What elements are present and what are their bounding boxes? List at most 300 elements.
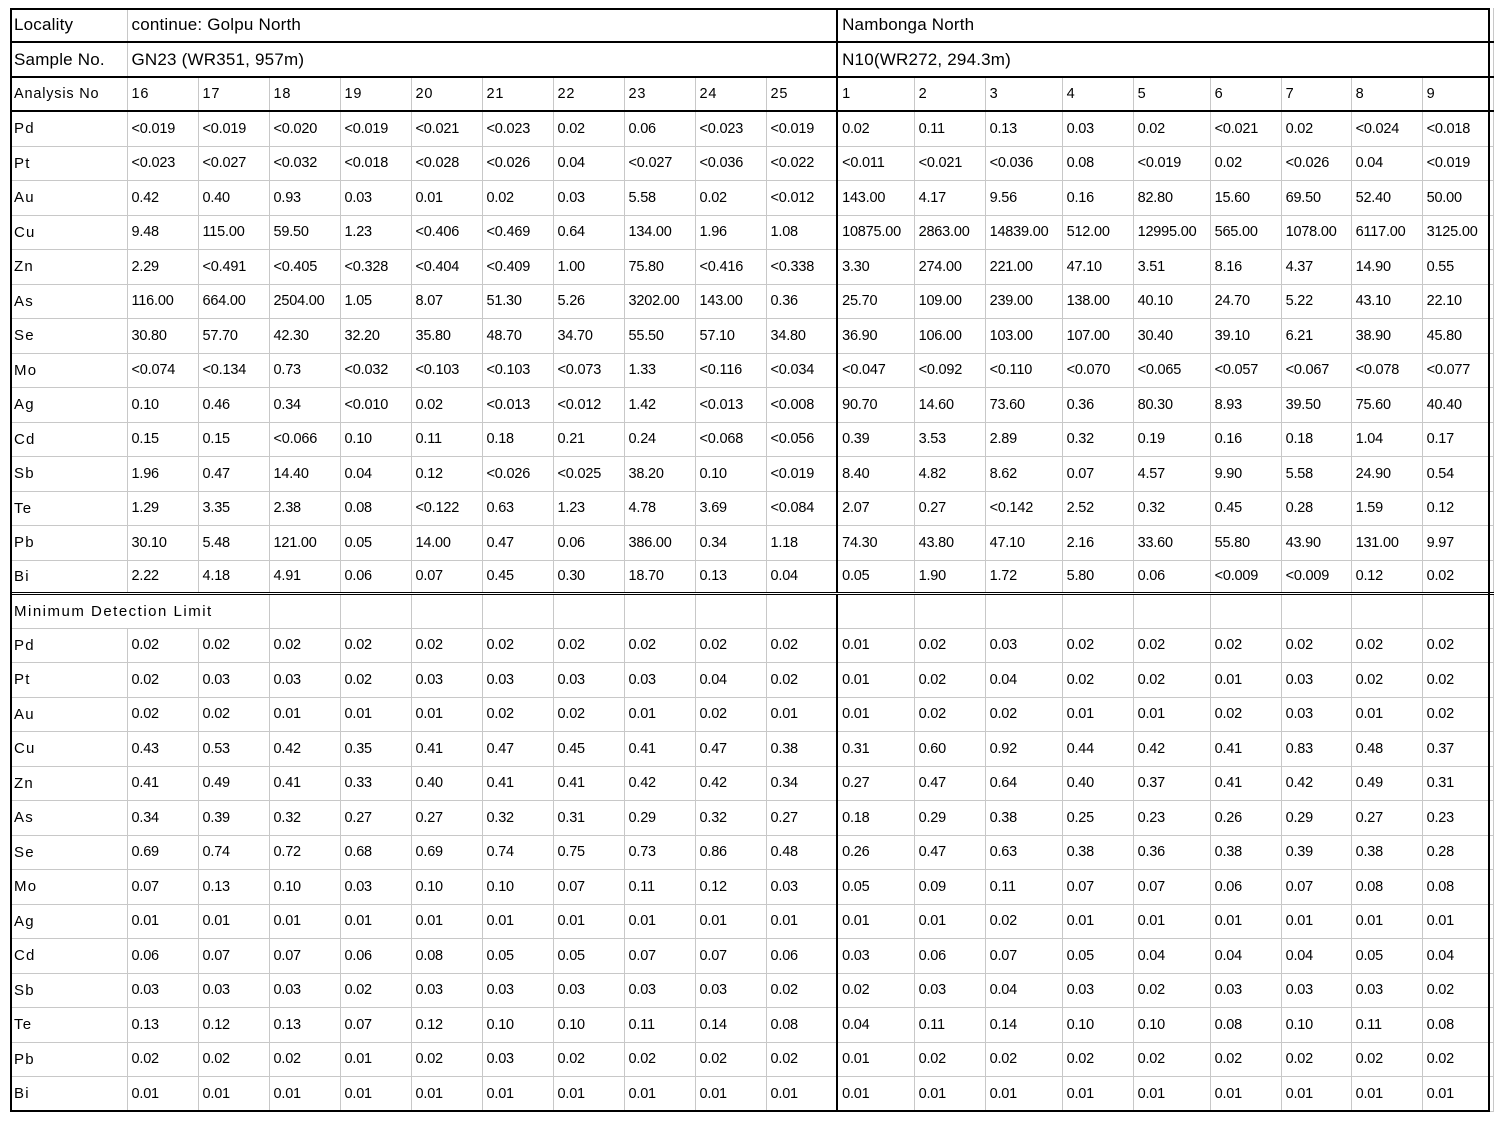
- value-cell: 0.12: [1351, 560, 1422, 593]
- value-cell: 0.01: [269, 1077, 340, 1112]
- value-cell: 82.80: [1133, 181, 1210, 216]
- value-cell: 0.16: [1210, 422, 1281, 457]
- value-cell: <0.018: [1422, 111, 1493, 146]
- value-cell: 69.50: [1281, 181, 1351, 216]
- value-cell: 0.02: [1281, 1042, 1351, 1077]
- value-cell: 1.59: [1351, 491, 1422, 526]
- value-cell: <0.009: [1210, 560, 1281, 593]
- value-cell: 0.05: [482, 939, 553, 974]
- value-cell: 38.20: [624, 457, 695, 492]
- value-cell: 0.38: [766, 732, 837, 767]
- value-cell: 32.20: [340, 319, 411, 354]
- value-cell: <0.066: [269, 422, 340, 457]
- value-cell: 0.18: [837, 801, 914, 836]
- value-cell: 0.04: [985, 663, 1062, 698]
- value-cell: 0.27: [340, 801, 411, 836]
- value-cell: 0.39: [1281, 835, 1351, 870]
- value-cell: 0.02: [127, 1042, 198, 1077]
- value-cell: 0.06: [914, 939, 985, 974]
- element-label: Cu: [10, 732, 127, 767]
- value-cell: 0.01: [553, 1077, 624, 1112]
- value-cell: 0.29: [624, 801, 695, 836]
- value-cell: 0.02: [198, 697, 269, 732]
- value-cell: 0.01: [837, 663, 914, 698]
- value-cell: 0.01: [269, 697, 340, 732]
- empty-cell: [482, 593, 553, 628]
- value-cell: 0.02: [766, 973, 837, 1008]
- value-cell: 0.07: [198, 939, 269, 974]
- detection-limit-row: [10, 870, 1493, 905]
- value-cell: 51.30: [482, 284, 553, 319]
- value-cell: <0.013: [482, 388, 553, 423]
- empty-cell: [1281, 593, 1351, 628]
- analysis-number-cell: 4: [1062, 77, 1133, 111]
- value-cell: 6117.00: [1351, 215, 1422, 250]
- value-cell: 8.93: [1210, 388, 1281, 423]
- value-cell: <0.077: [1422, 353, 1493, 388]
- value-cell: 0.02: [1062, 628, 1133, 663]
- value-cell: 0.23: [1133, 801, 1210, 836]
- value-cell: 0.01: [1281, 1077, 1351, 1112]
- element-label: Sb: [10, 973, 127, 1008]
- value-cell: 0.01: [553, 904, 624, 939]
- value-cell: 8.16: [1210, 250, 1281, 285]
- value-cell: <0.084: [766, 491, 837, 526]
- value-cell: 0.04: [1351, 146, 1422, 181]
- value-cell: 0.39: [837, 422, 914, 457]
- value-cell: 0.08: [766, 1008, 837, 1043]
- value-cell: 0.27: [837, 766, 914, 801]
- analysis-number-cell: 19: [340, 77, 411, 111]
- value-cell: 1.05: [340, 284, 411, 319]
- value-cell: 5.22: [1281, 284, 1351, 319]
- value-cell: 0.47: [482, 526, 553, 561]
- analysis-number-cell: 6: [1210, 77, 1281, 111]
- empty-cell: [1351, 593, 1422, 628]
- value-cell: 0.06: [340, 939, 411, 974]
- value-cell: 0.02: [127, 663, 198, 698]
- value-cell: <0.020: [269, 111, 340, 146]
- value-cell: 0.06: [553, 526, 624, 561]
- empty-cell: [340, 593, 411, 628]
- value-cell: 0.41: [411, 732, 482, 767]
- value-cell: 43.10: [1351, 284, 1422, 319]
- empty-cell: [269, 593, 340, 628]
- value-cell: 0.04: [766, 560, 837, 593]
- value-cell: 0.02: [198, 628, 269, 663]
- value-cell: 0.03: [1281, 973, 1351, 1008]
- value-cell: 0.55: [1422, 250, 1493, 285]
- value-cell: 0.02: [1351, 663, 1422, 698]
- value-cell: 39.50: [1281, 388, 1351, 423]
- value-cell: <0.024: [1351, 111, 1422, 146]
- value-cell: 0.11: [624, 870, 695, 905]
- value-cell: 386.00: [624, 526, 695, 561]
- value-cell: 0.01: [766, 1077, 837, 1112]
- value-cell: 0.04: [553, 146, 624, 181]
- value-cell: <0.056: [766, 422, 837, 457]
- analysis-number-cell: 23: [624, 77, 695, 111]
- value-cell: 0.03: [553, 663, 624, 698]
- value-cell: <0.019: [1133, 146, 1210, 181]
- value-cell: <0.073: [553, 353, 624, 388]
- value-cell: 0.05: [837, 560, 914, 593]
- value-cell: 0.12: [695, 870, 766, 905]
- value-cell: 0.63: [985, 835, 1062, 870]
- value-cell: 0.45: [1210, 491, 1281, 526]
- value-cell: 0.07: [624, 939, 695, 974]
- value-cell: 9.48: [127, 215, 198, 250]
- value-cell: 143.00: [837, 181, 914, 216]
- value-cell: 109.00: [914, 284, 985, 319]
- value-cell: <0.008: [766, 388, 837, 423]
- value-cell: 0.06: [127, 939, 198, 974]
- value-cell: 0.02: [553, 111, 624, 146]
- value-cell: 4.91: [269, 560, 340, 593]
- value-cell: <0.078: [1351, 353, 1422, 388]
- value-cell: 9.97: [1422, 526, 1493, 561]
- value-cell: 0.02: [269, 628, 340, 663]
- detection-limit-row: [10, 663, 1493, 698]
- value-cell: 0.86: [695, 835, 766, 870]
- value-cell: 0.74: [198, 835, 269, 870]
- value-cell: 0.01: [482, 904, 553, 939]
- value-cell: 0.01: [695, 1077, 766, 1112]
- value-cell: 0.10: [411, 870, 482, 905]
- value-cell: 0.64: [985, 766, 1062, 801]
- value-cell: 0.02: [695, 697, 766, 732]
- value-cell: 0.02: [553, 1042, 624, 1077]
- value-cell: <0.122: [411, 491, 482, 526]
- element-label: Te: [10, 491, 127, 526]
- value-cell: 0.83: [1281, 732, 1351, 767]
- value-cell: 0.41: [624, 732, 695, 767]
- value-cell: <0.047: [837, 353, 914, 388]
- value-cell: 0.02: [411, 628, 482, 663]
- element-label: Pd: [10, 628, 127, 663]
- value-cell: 0.02: [1422, 697, 1493, 732]
- value-cell: 0.03: [198, 973, 269, 1008]
- value-cell: 4.37: [1281, 250, 1351, 285]
- value-cell: <0.019: [1422, 146, 1493, 181]
- value-cell: 0.03: [837, 939, 914, 974]
- value-cell: 0.01: [1133, 1077, 1210, 1112]
- value-cell: 0.01: [624, 904, 695, 939]
- value-cell: 0.02: [1062, 663, 1133, 698]
- value-cell: 0.02: [127, 628, 198, 663]
- value-cell: <0.019: [766, 457, 837, 492]
- detection-limit-row: [10, 732, 1493, 767]
- value-cell: 0.04: [1422, 939, 1493, 974]
- value-cell: <0.019: [340, 111, 411, 146]
- value-cell: 1.23: [553, 491, 624, 526]
- value-cell: <0.022: [766, 146, 837, 181]
- detection-limit-row: [10, 628, 1493, 663]
- value-cell: <0.036: [695, 146, 766, 181]
- value-cell: 0.25: [1062, 801, 1133, 836]
- value-cell: 0.38: [1062, 835, 1133, 870]
- detection-limit-row: [10, 766, 1493, 801]
- value-cell: 24.70: [1210, 284, 1281, 319]
- value-cell: <0.134: [198, 353, 269, 388]
- value-cell: 0.01: [340, 904, 411, 939]
- value-cell: 55.80: [1210, 526, 1281, 561]
- empty-cell: [411, 593, 482, 628]
- value-cell: 0.02: [340, 628, 411, 663]
- value-cell: 0.02: [1422, 1042, 1493, 1077]
- value-cell: 0.01: [837, 697, 914, 732]
- value-cell: 0.09: [914, 870, 985, 905]
- value-cell: 0.36: [1133, 835, 1210, 870]
- value-cell: 0.12: [411, 1008, 482, 1043]
- value-cell: 0.32: [482, 801, 553, 836]
- value-cell: 0.27: [1351, 801, 1422, 836]
- value-cell: <0.103: [482, 353, 553, 388]
- element-label: Te: [10, 1008, 127, 1043]
- analysis-number-cell: 1: [837, 77, 914, 111]
- value-cell: <0.012: [766, 181, 837, 216]
- value-cell: <0.068: [695, 422, 766, 457]
- value-cell: 0.33: [340, 766, 411, 801]
- value-cell: 0.05: [837, 870, 914, 905]
- value-cell: 0.45: [482, 560, 553, 593]
- value-cell: 0.41: [482, 766, 553, 801]
- value-cell: 1.33: [624, 353, 695, 388]
- value-cell: 90.70: [837, 388, 914, 423]
- value-cell: 0.02: [1210, 628, 1281, 663]
- element-label: Cd: [10, 422, 127, 457]
- value-cell: <0.032: [269, 146, 340, 181]
- value-cell: 0.02: [1210, 697, 1281, 732]
- value-cell: 2.29: [127, 250, 198, 285]
- empty-cell: [1133, 593, 1210, 628]
- value-cell: 9.90: [1210, 457, 1281, 492]
- analysis-number-cell: 7: [1281, 77, 1351, 111]
- value-cell: 0.48: [1351, 732, 1422, 767]
- value-cell: 0.17: [1422, 422, 1493, 457]
- element-label: Pt: [10, 146, 127, 181]
- analysis-number-cell: 21: [482, 77, 553, 111]
- value-cell: <0.027: [624, 146, 695, 181]
- value-cell: 0.47: [482, 732, 553, 767]
- element-row: [10, 284, 1493, 319]
- element-row: [10, 319, 1493, 354]
- value-cell: 0.48: [766, 835, 837, 870]
- element-row: [10, 560, 1493, 593]
- value-cell: 0.02: [340, 973, 411, 1008]
- value-cell: 0.03: [624, 973, 695, 1008]
- value-cell: 2504.00: [269, 284, 340, 319]
- locality-label: Locality: [10, 8, 127, 42]
- value-cell: 43.80: [914, 526, 985, 561]
- value-cell: 74.30: [837, 526, 914, 561]
- value-cell: 0.42: [269, 732, 340, 767]
- value-cell: 0.01: [1062, 904, 1133, 939]
- value-cell: 106.00: [914, 319, 985, 354]
- element-label: Zn: [10, 250, 127, 285]
- value-cell: 0.07: [1062, 870, 1133, 905]
- value-cell: 4.17: [914, 181, 985, 216]
- value-cell: 0.03: [553, 973, 624, 1008]
- empty-cell: [914, 593, 985, 628]
- value-cell: 0.02: [914, 1042, 985, 1077]
- assay-table-body: [10, 8, 1493, 1111]
- value-cell: 0.02: [766, 1042, 837, 1077]
- value-cell: 0.07: [1062, 457, 1133, 492]
- value-cell: 0.41: [127, 766, 198, 801]
- value-cell: <0.065: [1133, 353, 1210, 388]
- sample-no-label: Sample No.: [10, 42, 127, 77]
- value-cell: 0.10: [695, 457, 766, 492]
- value-cell: 0.03: [411, 663, 482, 698]
- value-cell: 5.58: [624, 181, 695, 216]
- value-cell: 34.80: [766, 319, 837, 354]
- value-cell: 0.02: [340, 663, 411, 698]
- element-label: Se: [10, 835, 127, 870]
- empty-cell: [985, 593, 1062, 628]
- value-cell: <0.036: [985, 146, 1062, 181]
- value-cell: 0.15: [127, 422, 198, 457]
- value-cell: 0.34: [269, 388, 340, 423]
- element-row: [10, 457, 1493, 492]
- value-cell: 1.00: [553, 250, 624, 285]
- value-cell: 0.10: [1062, 1008, 1133, 1043]
- value-cell: 0.41: [269, 766, 340, 801]
- value-cell: 0.01: [1062, 697, 1133, 732]
- value-cell: 0.41: [1210, 766, 1281, 801]
- value-cell: 0.74: [482, 835, 553, 870]
- value-cell: 50.00: [1422, 181, 1493, 216]
- value-cell: 0.27: [914, 491, 985, 526]
- element-label: Au: [10, 181, 127, 216]
- value-cell: <0.409: [482, 250, 553, 285]
- analysis-number-cell: 24: [695, 77, 766, 111]
- value-cell: 3.35: [198, 491, 269, 526]
- value-cell: 2.22: [127, 560, 198, 593]
- value-cell: 0.16: [1062, 181, 1133, 216]
- value-cell: 0.47: [914, 766, 985, 801]
- value-cell: 14.60: [914, 388, 985, 423]
- value-cell: 4.78: [624, 491, 695, 526]
- value-cell: 0.01: [340, 1077, 411, 1112]
- value-cell: 0.03: [553, 181, 624, 216]
- value-cell: 0.37: [1133, 766, 1210, 801]
- value-cell: 10875.00: [837, 215, 914, 250]
- value-cell: 12995.00: [1133, 215, 1210, 250]
- value-cell: 0.01: [837, 1077, 914, 1112]
- value-cell: 0.02: [695, 181, 766, 216]
- value-cell: <0.070: [1062, 353, 1133, 388]
- value-cell: 0.11: [411, 422, 482, 457]
- value-cell: 0.01: [411, 181, 482, 216]
- value-cell: 0.40: [411, 766, 482, 801]
- value-cell: 0.10: [553, 1008, 624, 1043]
- value-cell: 0.18: [482, 422, 553, 457]
- analysis-number-cell: 3: [985, 77, 1062, 111]
- value-cell: 55.50: [624, 319, 695, 354]
- value-cell: 0.03: [198, 663, 269, 698]
- value-cell: <0.019: [127, 111, 198, 146]
- analysis-number-cell: 5: [1133, 77, 1210, 111]
- value-cell: 0.40: [1062, 766, 1133, 801]
- value-cell: 0.63: [482, 491, 553, 526]
- value-cell: 39.10: [1210, 319, 1281, 354]
- element-label: Pt: [10, 663, 127, 698]
- value-cell: 0.02: [1422, 628, 1493, 663]
- value-cell: 0.01: [1210, 904, 1281, 939]
- value-cell: 143.00: [695, 284, 766, 319]
- empty-cell: [624, 593, 695, 628]
- value-cell: <0.009: [1281, 560, 1351, 593]
- value-cell: <0.018: [340, 146, 411, 181]
- element-label: Mo: [10, 870, 127, 905]
- value-cell: 0.01: [482, 1077, 553, 1112]
- value-cell: 0.13: [127, 1008, 198, 1043]
- value-cell: 0.31: [1422, 766, 1493, 801]
- value-cell: 134.00: [624, 215, 695, 250]
- value-cell: 0.46: [198, 388, 269, 423]
- value-cell: 0.02: [411, 1042, 482, 1077]
- value-cell: 0.07: [269, 939, 340, 974]
- locality-row: [10, 8, 1493, 42]
- value-cell: 0.01: [411, 697, 482, 732]
- value-cell: 0.01: [411, 904, 482, 939]
- value-cell: <0.034: [766, 353, 837, 388]
- sample-gn23: GN23 (WR351, 957m): [127, 42, 837, 77]
- value-cell: 0.03: [985, 628, 1062, 663]
- value-cell: 107.00: [1062, 319, 1133, 354]
- value-cell: 0.02: [1133, 1042, 1210, 1077]
- value-cell: 0.18: [1281, 422, 1351, 457]
- value-cell: 2.89: [985, 422, 1062, 457]
- value-cell: 30.40: [1133, 319, 1210, 354]
- value-cell: 2.52: [1062, 491, 1133, 526]
- value-cell: 6.21: [1281, 319, 1351, 354]
- value-cell: 1.29: [127, 491, 198, 526]
- value-cell: 0.34: [127, 801, 198, 836]
- value-cell: 0.02: [269, 1042, 340, 1077]
- value-cell: 0.03: [1210, 973, 1281, 1008]
- value-cell: 0.26: [837, 835, 914, 870]
- value-cell: 0.08: [340, 491, 411, 526]
- value-cell: 1.04: [1351, 422, 1422, 457]
- value-cell: 0.02: [914, 663, 985, 698]
- value-cell: 0.04: [1210, 939, 1281, 974]
- value-cell: 0.02: [837, 111, 914, 146]
- value-cell: 0.38: [985, 801, 1062, 836]
- value-cell: 0.01: [1133, 697, 1210, 732]
- value-cell: 9.56: [985, 181, 1062, 216]
- value-cell: 0.32: [1062, 422, 1133, 457]
- value-cell: 0.73: [624, 835, 695, 870]
- analysis-no-label: Analysis No: [10, 77, 127, 111]
- value-cell: 14.90: [1351, 250, 1422, 285]
- value-cell: 0.01: [198, 1077, 269, 1112]
- value-cell: 0.03: [695, 973, 766, 1008]
- value-cell: 0.02: [482, 697, 553, 732]
- value-cell: 4.18: [198, 560, 269, 593]
- element-row: [10, 215, 1493, 250]
- value-cell: 1078.00: [1281, 215, 1351, 250]
- value-cell: 0.02: [1422, 560, 1493, 593]
- value-cell: 0.03: [482, 663, 553, 698]
- value-cell: 0.01: [695, 904, 766, 939]
- value-cell: 8.62: [985, 457, 1062, 492]
- value-cell: 3.30: [837, 250, 914, 285]
- value-cell: 0.47: [695, 732, 766, 767]
- value-cell: <0.142: [985, 491, 1062, 526]
- sample-row: [10, 42, 1493, 77]
